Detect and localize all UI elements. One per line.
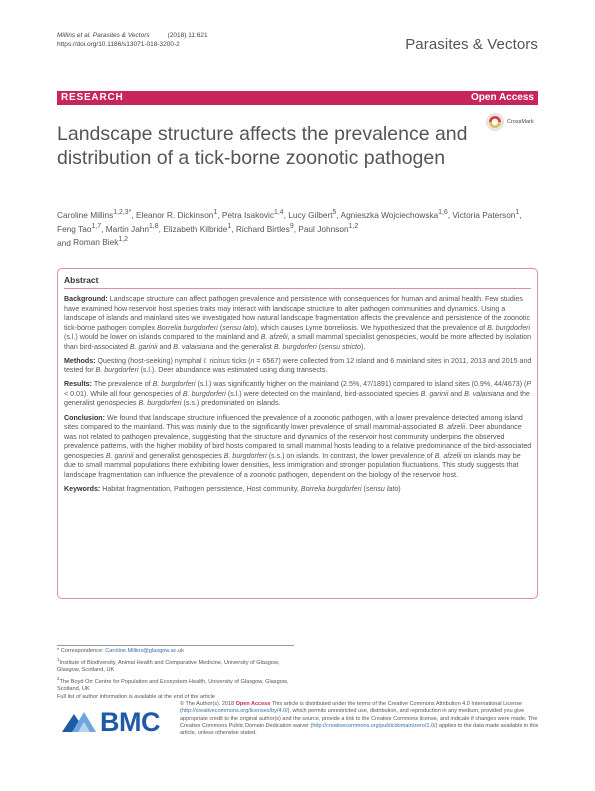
author[interactable]: Paul Johnson$^{1,2}$ [298,222,359,234]
citation-authors: Millins et al. [57,32,91,39]
cc-by-license-link[interactable]: http://creativecommons.org/licenses/by/4.0/ [181,708,288,715]
section-banner [57,91,538,105]
author[interactable]: Agnieszka Wojciechowska$^{1,6}$ [340,209,448,220]
citation-journal: Parasites & Vectors [92,32,150,39]
bmc-logo [60,706,170,738]
affiliation-2: $^2$The Boyd Orr Centre for Population and Ecosystem Health, University of Glasgow, Glasgow, Scotland, UK [57,675,289,693]
abstract-body [64,295,532,499]
author-list: Caroline Millins$^{1,2,3*}$, Eleanor R. Dickinson$^1$, Petra Isakovic$^{1,4}$, Lucy Gilbert$^5$, Agnieszka Wojciechowska$^{1,6}$, Victoria Paterson$^1$, Feng Tao$^{1,7}$, Martin Jahn$^{1,8}$, Elizabeth Kilbride$^1$, Richard Birtles$^9$, Paul Johnson$^{1,2}$ and Roman Biek$^{1,2}$ [57,209,522,248]
footnotes [57,648,297,701]
open-access-label: Open Access [471,92,534,103]
abstract-results: Results: The prevalence of B. burgdorferi (s.l.) was significantly higher on the mainland (2.5%, 47/1891) compared to island sites (0.9%, 44/4673) (P < 0.01). While all four genospecies of B. burgdorferi (s.l.) were detected on the mainland, bird-associated species B. garinii and B. valaisiana and the generalist genospecies B. burgdorferi (s.s.) predominated on islands. [64,380,532,408]
author[interactable]: Feng Tao$^{1,7}$ [57,222,102,234]
citation-year: (2018) 11:621 [167,32,208,39]
footnote-divider [57,645,294,646]
running-header [57,31,208,49]
correspondence-email-link[interactable]: Caroline.Millins@glasgow.ac.uk [105,648,184,654]
author[interactable]: Eleanor R. Dickinson$^1$ [135,209,218,220]
author[interactable]: Petra Isakovic$^{1,4}$ [221,209,284,220]
bmc-logo-icon [60,706,98,736]
author[interactable]: Elizabeth Kilbride$^1$ [163,222,232,234]
article-title: Landscape structure affects the prevalence and distribution of a tick-borne zoonotic pathogen [57,123,468,169]
crossmark-icon [486,113,504,131]
author[interactable]: Victoria Paterson$^1$ [452,209,520,220]
full-author-info-note: Full list of author information is available at the end of the article [57,693,215,700]
correspondence: * Correspondence: Caroline.Millins@glasgow.ac.uk [57,648,184,654]
abstract-background: Background: Landscape structure can affect pathogen prevalence and persistence with consequences for human and animal health. Few studies have examined how reservoir host species traits may interact with landscape structure to alter pathogen communities and dynamics. Using a landscape of islands and mainland sites we investigated how natural landscape fragmentation affects the prevalence and persistence of the zoonotic tick-borne pathogen complex Borrelia burgdorferi (sensu lato), which causes Lyme borreliosis. We hypothesized that the prevalence of B. burgdorferi (s.l.) would be lower on islands compared to the mainland and B. afzelii, a small mammal specialist genospecies, would be more affected by isolation than bird-associated B. garinii and B. valaisiana and the generalist B. burgdorferi (sensu stricto). [64,295,532,351]
author[interactable]: Martin Jahn$^{1,8}$ [105,222,159,234]
bmc-logo-text: BMC [100,707,160,737]
cc-zero-link[interactable]: http://creativecommons.org/publicdomain/zero/1.0/ [312,722,436,729]
author[interactable]: Richard Birtles$^9$ [235,222,294,234]
abstract-keywords: Keywords: Habitat fragmentation, Pathogen persistence, Host community, Borrelia burgdorferi (sensu lato) [64,484,401,493]
author[interactable]: Caroline Millins$^{1,2,3*}$ [57,209,132,220]
author[interactable]: Roman Biek$^{1,2}$ [73,236,128,248]
crossmark-button[interactable] [486,113,546,133]
author[interactable]: Lucy Gilbert$^5$ [288,209,337,220]
license-text: © The Author(s). 2018 Open Access This article is distributed under the terms of the Creative Commons Attribution 4.0 International License (http://creativecommons.org/licenses/by/4.0/), which permits unrestricted use, distribution, and reproduction in any medium, provided you give appropriate credit to the original author(s) and the source, provide a link to the Creative Commons license, and indicate if changes were made. The Creative Commons Public Domain Dedication waiver (http://creativecommons.org/publicdomain/zero/1.0/) applies to the data made available in this article, unless otherwise stated. [180,701,539,737]
journal-name: Parasites & Vectors [405,36,538,53]
section-label: RESEARCH [61,92,124,103]
abstract-box [57,268,538,599]
abstract-conclusion: Conclusion: We found that landscape structure influenced the prevalence of a zoonotic pathogen, with a lower prevalence detected among island sites compared to the mainland. This was mainly due to the significantly lower prevalence of small mammal-associated B. afzelii. Deer abundance was not related to pathogen prevalence, suggesting that the structure and dynamics of the reservoir host community underpins the observed prevalence patterns, with the higher mobility of bird hosts compared to small mammal hosts leading to a relative predominance of the bird-associated genospecies B. garinii and generalist genospecies B. burgdorferi (s.s.) on islands. In contrast, the lower prevalence of B. afzelii on islands may be due to small mammal populations there exhibiting lower densities, less immigration and stronger population fluctuations. This study suggests that landscape fragmentation can influence the prevalence of a zoonotic pathogen, dependent on the biology of the reservoir host. [64,413,532,479]
affiliation-1: $^1$Institute of Biodiversity, Animal Health and Comparative Medicine, University of Glasgow, Glasgow, Scotland, UK [57,656,280,674]
abstract-heading: Abstract [64,275,99,285]
doi-link[interactable]: https://doi.org/10.1186/s13071-018-3200-2 [57,41,180,48]
abstract-methods: Methods: Questing (host-seeking) nymphal I. ricinus ticks (n = 6567) were collected from 12 island and 6 mainland sites in 2011, 2013 and 2015 and tested for B. burgdorferi (s.l.). Deer abundance was estimated using dung transects. [64,356,532,375]
abstract-divider [64,288,531,289]
crossmark-label: CrossMark [507,119,534,125]
